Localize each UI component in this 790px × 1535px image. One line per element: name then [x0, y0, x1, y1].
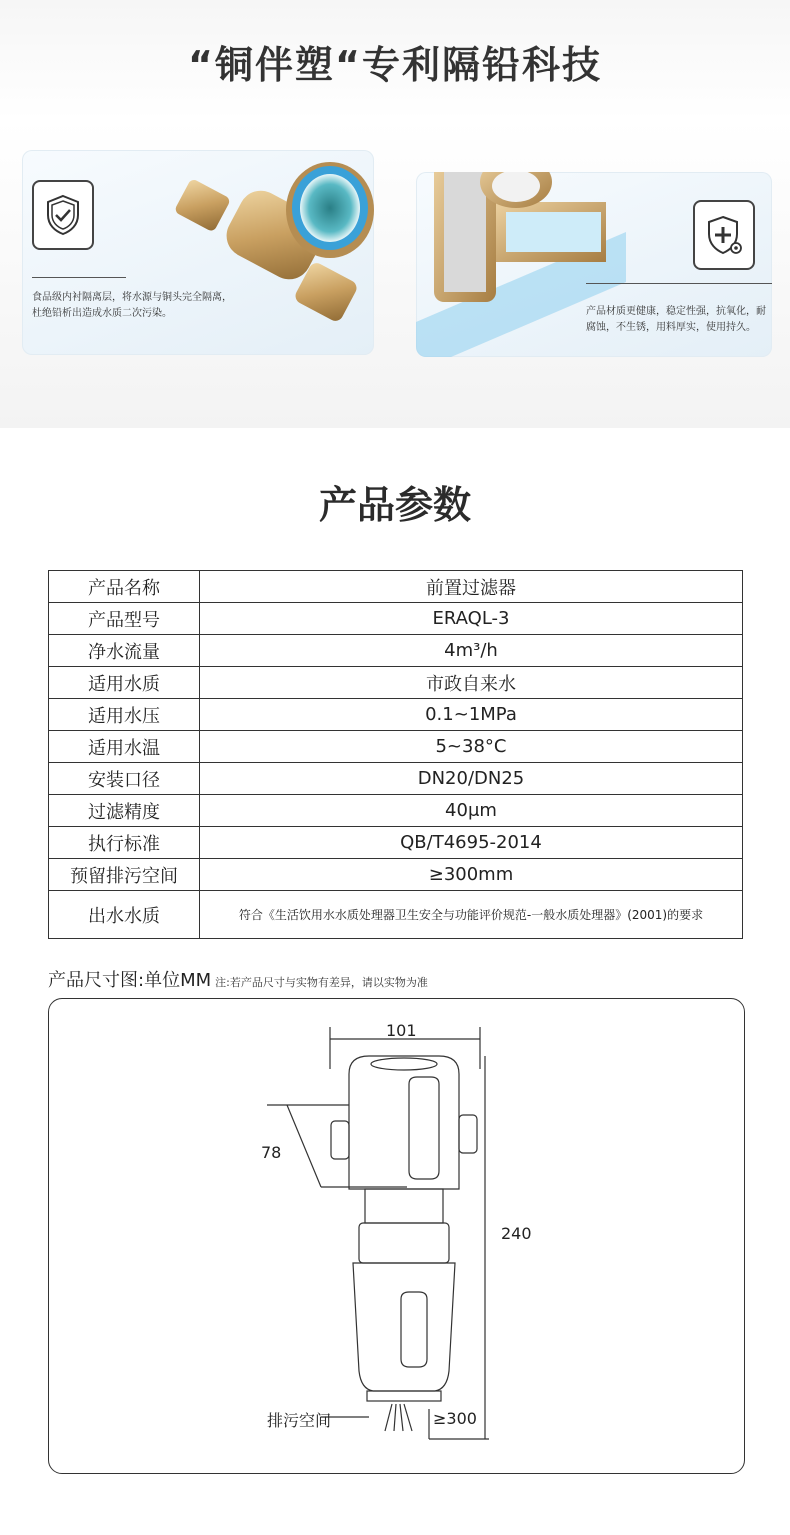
spec-label: 适用水质 — [49, 667, 200, 699]
table-row — [49, 635, 743, 667]
inlet-height-label: 78 — [261, 1143, 282, 1162]
panel-divider — [586, 283, 772, 284]
spec-label: 净水流量 — [49, 635, 200, 667]
spec-label: 出水水质 — [49, 891, 200, 939]
spec-value: 4m³/h — [200, 635, 743, 667]
table-row — [49, 571, 743, 603]
spec-value: ERAQL-3 — [200, 603, 743, 635]
spec-label: 执行标准 — [49, 827, 200, 859]
panel-divider — [32, 277, 126, 278]
feature-text: 产品材质更健康，稳定性强，抗氧化，耐腐蚀，不生锈，用料厚实，使用持久。 — [586, 306, 766, 333]
spec-value: 前置过滤器 — [200, 571, 743, 603]
table-row — [49, 731, 743, 763]
table-row — [49, 891, 743, 939]
spec-value: 市政自来水 — [200, 667, 743, 699]
drain-label: 排污空间 — [267, 1411, 332, 1430]
shield-cross-gear-icon — [693, 200, 755, 270]
spec-value: ≥300mm — [200, 859, 743, 891]
brass-valve-illustration — [170, 150, 374, 355]
spec-label: 适用水压 — [49, 699, 200, 731]
spec-label: 过滤精度 — [49, 795, 200, 827]
feature-panel-lead-isolation — [22, 150, 374, 355]
dimension-title: 产品尺寸图:单位MM — [48, 970, 212, 991]
spec-value: 40μm — [200, 795, 743, 827]
spec-label: 安装口径 — [49, 763, 200, 795]
dimension-diagram — [48, 998, 745, 1474]
spec-value: 5~38°C — [200, 731, 743, 763]
spec-label: 产品名称 — [49, 571, 200, 603]
table-row — [49, 859, 743, 891]
spec-value: 0.1~1MPa — [200, 699, 743, 731]
params-title: 产品参数 — [318, 483, 471, 527]
table-row — [49, 603, 743, 635]
shield-check-icon — [32, 180, 94, 250]
total-height-label: 240 — [501, 1224, 532, 1243]
spec-table — [48, 570, 743, 939]
spec-value: QB/T4695-2014 — [200, 827, 743, 859]
spec-value: DN20/DN25 — [200, 763, 743, 795]
feature-panel-durability — [416, 172, 772, 357]
hero-section — [0, 0, 790, 428]
table-row — [49, 763, 743, 795]
drain-space-label: ≥300 — [433, 1409, 477, 1428]
table-row — [49, 795, 743, 827]
feature-text: 食品级内衬隔离层，将水源与铜头完全隔离，杜绝铅析出造成水质二次污染。 — [32, 292, 232, 319]
spec-label: 预留排污空间 — [49, 859, 200, 891]
table-row — [49, 827, 743, 859]
spec-value: 符合《生活饮用水水质处理器卫生安全与功能评价规范-一般水质处理器》(2001)的要求 — [200, 891, 743, 939]
hero-title: “铜伴塑“专利隔铅科技 — [188, 43, 602, 87]
dimension-note: 注:若产品尺寸与实物有差异，请以实物为准 — [215, 976, 428, 989]
spec-label: 适用水温 — [49, 731, 200, 763]
table-row — [49, 667, 743, 699]
filter-outline-drawing — [49, 999, 744, 1473]
width-label: 101 — [386, 1021, 417, 1040]
table-row — [49, 699, 743, 731]
spec-label: 产品型号 — [49, 603, 200, 635]
dimension-caption — [48, 966, 428, 992]
